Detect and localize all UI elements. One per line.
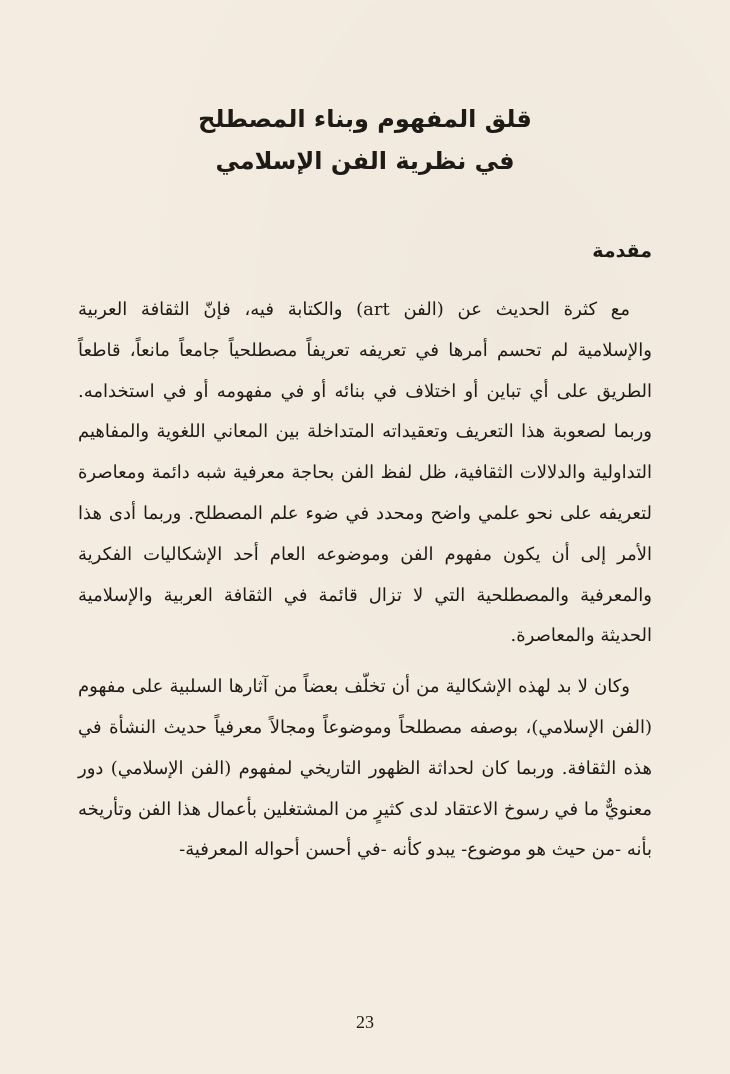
chapter-title-line-2: في نظرية الفن الإسلامي xyxy=(215,147,515,175)
page-number: 23 xyxy=(356,1012,374,1032)
body-text xyxy=(78,290,652,881)
section-heading: مقدمة xyxy=(592,240,652,262)
paragraph-2: وكان لا بد لهذه الإشكالية من أن تخلّف بعضاً من آثارها السلبية على مفهوم (الفن الإسلامي)، بوصفه مصطلحاً وموضوعاً ومجالاً معرفياً حديث النشأة في هذه الثقافة. وربما كان لحداثة الظهور التاريخي لمفهوم (الفن الإسلامي) دور معنويٌّ ما في رسوخ الاعتقاد لدى كثيرٍ من المشتغلين بأعمال هذا الفن وتأريخه بأنه -من حيث هو موضوع- يبدو كأنه -في أحسن أحواله المعرفية- xyxy=(78,676,652,861)
chapter-title-line-1: قلق المفهوم وبناء المصطلح xyxy=(198,105,532,133)
chapter-title xyxy=(0,98,730,182)
paragraph-1: مع كثرة الحديث عن (الفن art) والكتابة فيه، فإنّ الثقافة العربية والإسلامية لم تحسم أمرها في تعريفه تعريفاً مصطلحياً جامعاً مانعاً، قاطعاً الطريق على أي تباين أو اختلاف في بنائه أو في مفهومه أو في استخدامه. وربما لصعوبة هذا التعريف وتعقيداته المتداخلة بين المعاني اللغوية والمفاهيم التداولية والدلالات الثقافية، ظل لفظ الفن بحاجة معرفية شبه دائمة ومعاصرة لتعريفه على نحو علمي واضح ومحدد في ضوء علم المصطلح. وربما أدى هذا الأمر إلى أن يكون مفهوم الفن وموضوعه العام أحد الإشكاليات الفكرية والمعرفية والمصطلحية التي لا تزال قائمة في الثقافة العربية والإسلامية الحديثة والمعاصرة. xyxy=(78,299,652,647)
